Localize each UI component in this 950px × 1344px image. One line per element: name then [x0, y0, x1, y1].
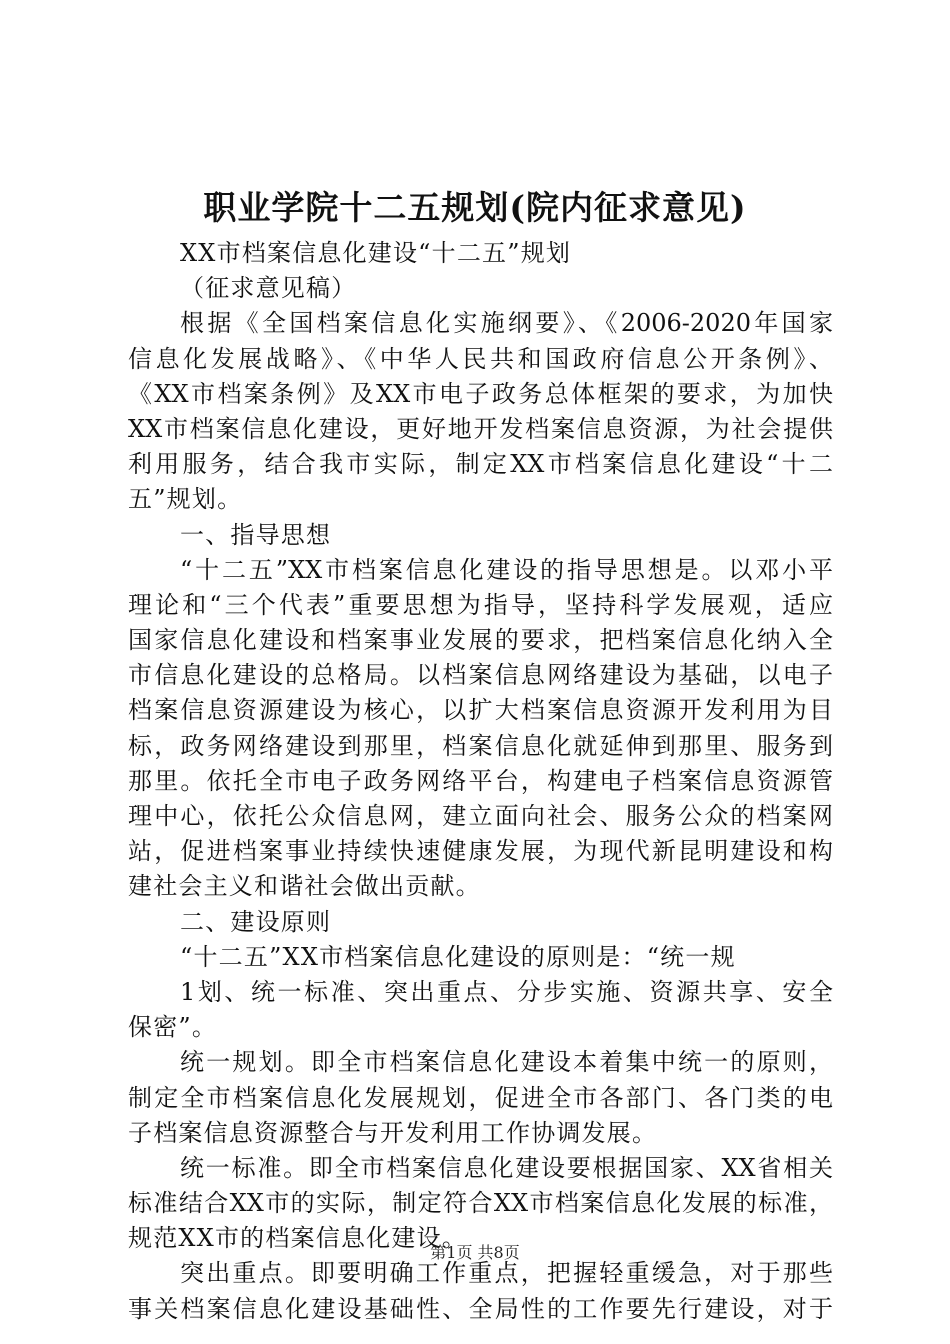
paragraph-line: 《XX市档案条例》及XX市电子政务总体框架的要求，为加快	[128, 379, 833, 408]
paragraph-line: 标准结合XX市的实际，制定符合XX市档案信息化发展的标准，	[128, 1189, 833, 1218]
paragraph-line: 子档案信息资源整合与开发利用工作协调发展。	[128, 1118, 658, 1147]
paragraph-line: 规范XX市的档案信息化建设。	[128, 1224, 467, 1253]
paragraph-line: 统一标准。即全市档案信息化建设要根据国家、XX省相关	[180, 1153, 833, 1182]
paragraph-line: 市信息化建设的总格局。以档案信息网络建设为基础，以电子	[128, 661, 833, 690]
document-title: 职业学院十二五规划(院内征求意见)	[203, 188, 747, 227]
paragraph-line: 理论和“三个代表”重要思想为指导，坚持科学发展观，适应	[128, 590, 833, 619]
paragraph-line: 档案信息资源建设为核心，以扩大档案信息资源开发利用为目	[128, 696, 833, 725]
paragraph-line: 标，政务网络建设到那里，档案信息化就延伸到那里、服务到	[128, 731, 833, 760]
paragraph-line: 保密”。	[128, 1013, 218, 1042]
paragraph-line: 理中心，依托公众信息网，建立面向社会、服务公众的档案网	[128, 802, 833, 830]
paragraph-line: 1划、统一标准、突出重点、分步实施、资源共享、安全	[180, 977, 833, 1006]
paragraph-line: “十二五”XX市档案信息化建设的指导思想是。以邓小平	[180, 555, 833, 584]
subtitle-line: XX市档案信息化建设“十二五”规划	[180, 239, 572, 267]
paragraph-line: 五”规划。	[128, 485, 243, 514]
page-number-footer: 第1页 共8页	[430, 1243, 520, 1262]
paragraph-line: 制定全市档案信息化发展规划，促进全市各部门、各门类的电	[128, 1083, 833, 1112]
paragraph-line: 统一规划。即全市档案信息化建设本着集中统一的原则，	[180, 1048, 833, 1077]
paragraph-line: 建社会主义和谐社会做出贡献。	[128, 872, 481, 901]
paragraph-line: 事关档案信息化建设基础性、全局性的工作要先行建设，对于	[128, 1294, 833, 1323]
section-heading: 二、建设原则	[180, 907, 332, 936]
paragraph-line: “十二五”XX市档案信息化建设的原则是：“统一规	[180, 942, 736, 971]
section-heading: 一、指导思想	[180, 520, 332, 549]
document-body	[128, 236, 833, 1327]
paragraph-line: XX市档案信息化建设，更好地开发档案信息资源，为社会提供	[128, 414, 833, 443]
paragraph-line: 国家信息化建设和档案事业发展的要求，把档案信息化纳入全	[128, 626, 833, 655]
paragraph-line: 利用服务，结合我市实际，制定XX市档案信息化建设“十二	[128, 450, 833, 479]
paragraph-line: 信息化发展战略》、《中华人民共和国政府信息公开条例》、	[128, 344, 833, 373]
paragraph-line: 站，促进档案事业持续快速健康发展，为现代新昆明建设和构	[128, 837, 833, 866]
draft-note-line: （征求意见稿）	[180, 274, 357, 303]
paragraph-line: 根据《全国档案信息化实施纲要》、《2006-2020年国家	[180, 309, 833, 338]
paragraph-line: 突出重点。即要明确工作重点，把握轻重缓急，对于那些	[180, 1259, 833, 1288]
paragraph-line: 那里。依托全市电子政务网络平台，构建电子档案信息资源管	[128, 766, 833, 795]
